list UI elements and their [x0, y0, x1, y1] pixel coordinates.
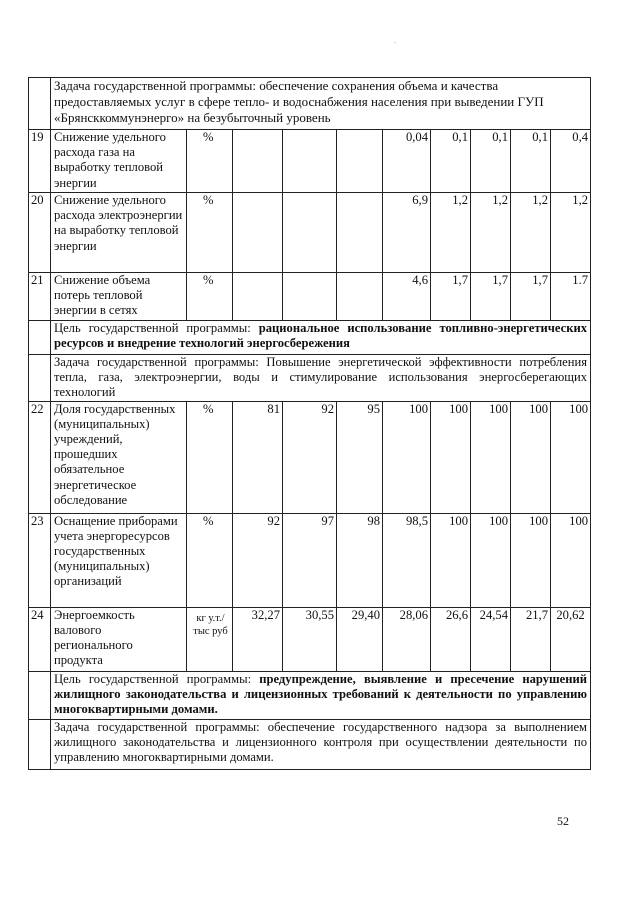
- value-cell: [233, 193, 283, 273]
- indicator-name: Снижение удельного расхода электроэнергии на выработку тепловой энергии: [51, 193, 187, 273]
- value-cell: [283, 193, 337, 273]
- value-cell: 98,5: [383, 513, 431, 607]
- value-cell: 92: [283, 401, 337, 513]
- task-text: Задача государственной программы: обеспечение сохранения объема и качества предоставляемых услуг в сфере тепло- и водоснабжения населения при выведении ГУП «Брянсккоммунэнерго» на безубыточный уровень: [51, 78, 591, 130]
- blank-cell: [29, 78, 51, 130]
- row-number: 21: [29, 273, 51, 321]
- goal-prefix: Цель государственной программы:: [54, 671, 252, 686]
- table-row: [29, 607, 591, 671]
- value-cell: 100: [511, 513, 551, 607]
- value-cell: 100: [471, 401, 511, 513]
- value-cell: 0,1: [431, 130, 471, 193]
- table-row: [29, 130, 591, 193]
- task-text: Задача государственной программы: обеспечение государственного надзора за выполнением жилищного законодательства и лицензионного контроля при осуществлении деятельности по управлению многоквартирными домами.: [51, 719, 591, 769]
- unit-cell: %: [187, 130, 233, 193]
- unit-cell: %: [187, 513, 233, 607]
- table-row: [29, 401, 591, 513]
- table-row: [29, 273, 591, 321]
- value-cell: 1,7: [511, 273, 551, 321]
- value-cell: [283, 273, 337, 321]
- unit-cell: %: [187, 193, 233, 273]
- unit-cell: %: [187, 273, 233, 321]
- value-cell: 95: [337, 401, 383, 513]
- value-cell: 24,54: [471, 607, 511, 671]
- value-cell: 81: [233, 401, 283, 513]
- row-number: 22: [29, 401, 51, 513]
- value-cell: [233, 130, 283, 193]
- blank-cell: [29, 321, 51, 355]
- value-cell: 21,7: [511, 607, 551, 671]
- value-cell: 20,62: [551, 607, 591, 671]
- indicator-name: Снижение удельного расхода газа на выработку тепловой энергии: [51, 130, 187, 193]
- page-number: 52: [557, 814, 569, 828]
- value-cell: 1,2: [431, 193, 471, 273]
- table-row: [29, 513, 591, 607]
- value-cell: 30,55: [283, 607, 337, 671]
- indicator-name: Снижение объема потерь тепловой энергии в сетях: [51, 273, 187, 321]
- value-cell: 0,1: [511, 130, 551, 193]
- value-cell: 28,06: [383, 607, 431, 671]
- row-number: 23: [29, 513, 51, 607]
- task-row: [29, 355, 591, 402]
- goal-prefix: Цель государственной программы:: [54, 321, 251, 335]
- task-text: Задача государственной программы: Повышение энергетической эффективности потребления тепла, газа, электроэнергии, воды и стимулирование использования энергосберегающих технологий: [51, 355, 591, 402]
- task-row: [29, 78, 591, 130]
- indicators-table: [28, 77, 591, 770]
- value-cell: [283, 130, 337, 193]
- value-cell: [233, 273, 283, 321]
- unit-cell: %: [187, 401, 233, 513]
- value-cell: 0,4: [551, 130, 591, 193]
- value-cell: 100: [431, 513, 471, 607]
- indicator-name: Энергоемкость валового регионального продукта: [51, 607, 187, 671]
- value-cell: [337, 193, 383, 273]
- value-cell: 1,2: [511, 193, 551, 273]
- value-cell: 100: [511, 401, 551, 513]
- scan-mark: .: [394, 36, 396, 45]
- indicator-name: Доля государственных (муниципальных) учреждений, прошедших обязательное энергетическое обследование: [51, 401, 187, 513]
- goal-bold: предупреждение, выявление и пресечение нарушений жилищного законодательства и лицензионных требований к деятельности по управлению многоквартирными домами.: [54, 671, 588, 717]
- unit-cell: кг у.т./тыс руб: [187, 607, 233, 671]
- indicator-name: Оснащение приборами учета энергоресурсов государственных (муниципальных) организаций: [51, 513, 187, 607]
- value-cell: 4,6: [383, 273, 431, 321]
- row-number: 24: [29, 607, 51, 671]
- value-cell: 1.7: [551, 273, 591, 321]
- value-cell: 1,7: [431, 273, 471, 321]
- value-cell: 29,40: [337, 607, 383, 671]
- value-cell: 0,04: [383, 130, 431, 193]
- row-number: 19: [29, 130, 51, 193]
- value-cell: 1,7: [471, 273, 511, 321]
- value-cell: 32,27: [233, 607, 283, 671]
- value-cell: 0,1: [471, 130, 511, 193]
- value-cell: 98: [337, 513, 383, 607]
- value-cell: 100: [383, 401, 431, 513]
- row-number: 20: [29, 193, 51, 273]
- value-cell: 97: [283, 513, 337, 607]
- value-cell: 100: [551, 401, 591, 513]
- task-row: [29, 719, 591, 769]
- goal-text: [51, 671, 591, 719]
- value-cell: 100: [551, 513, 591, 607]
- blank-cell: [29, 719, 51, 769]
- value-cell: 1,2: [471, 193, 511, 273]
- goal-text: [51, 321, 591, 355]
- value-cell: 100: [431, 401, 471, 513]
- goal-row: [29, 671, 591, 719]
- goal-bold: рациональное использование топливно-энергетических ресурсов и внедрение технологий энергосбережения: [54, 321, 588, 351]
- value-cell: 92: [233, 513, 283, 607]
- value-cell: 6,9: [383, 193, 431, 273]
- value-cell: 26,6: [431, 607, 471, 671]
- value-cell: 100: [471, 513, 511, 607]
- table-row: [29, 193, 591, 273]
- value-cell: 1,2: [551, 193, 591, 273]
- blank-cell: [29, 671, 51, 719]
- value-cell: [337, 273, 383, 321]
- blank-cell: [29, 355, 51, 402]
- goal-row: [29, 321, 591, 355]
- value-cell: [337, 130, 383, 193]
